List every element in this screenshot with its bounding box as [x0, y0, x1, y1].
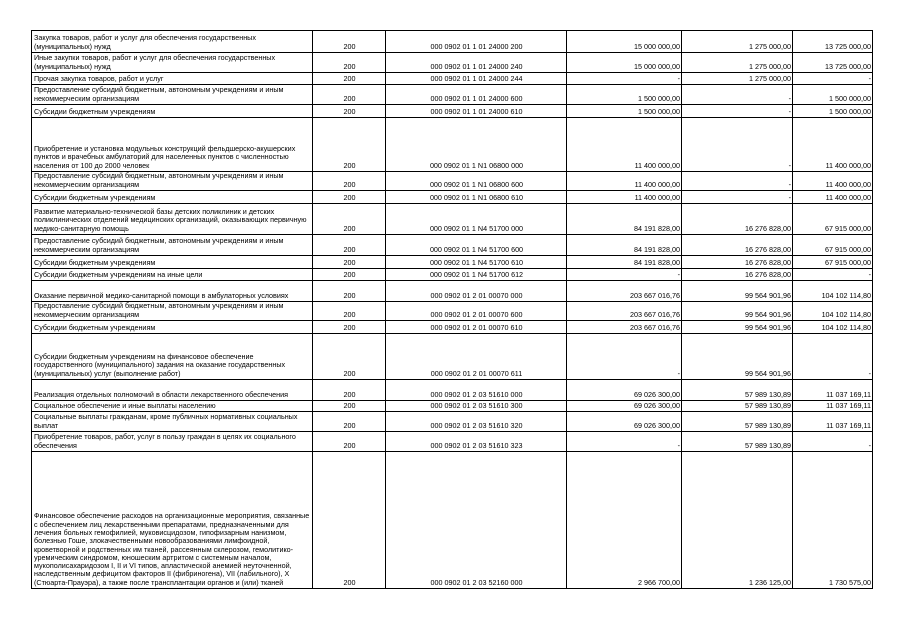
row-name: Предоставление субсидий бюджетным, автономным учреждениям и иным некоммерческим организациям — [32, 302, 313, 321]
table-row — [32, 321, 873, 334]
budget-table — [31, 30, 873, 589]
row-remaining: 11 037 169,11 — [793, 380, 873, 401]
row-executed: 1 275 000,00 — [682, 31, 793, 53]
table-row — [32, 53, 873, 73]
row-remaining: 11 400 000,00 — [793, 191, 873, 204]
table-row — [32, 302, 873, 321]
row-name: Предоставление субсидий бюджетным, автономным учреждениям и иным некоммерческим организациям — [32, 85, 313, 105]
row-code: 200 — [313, 452, 386, 589]
row-remaining: 13 725 000,00 — [793, 53, 873, 73]
row-code: 200 — [313, 105, 386, 118]
row-remaining: 1 500 000,00 — [793, 105, 873, 118]
row-approved: - — [567, 73, 682, 85]
row-code: 200 — [313, 31, 386, 53]
row-code: 200 — [313, 172, 386, 191]
row-remaining: 104 102 114,80 — [793, 281, 873, 302]
row-approved: - — [567, 432, 682, 452]
row-remaining: 104 102 114,80 — [793, 321, 873, 334]
row-kbk: 000 0902 01 2 01 00070 000 — [386, 281, 567, 302]
row-kbk: 000 0902 01 2 01 00070 610 — [386, 321, 567, 334]
row-kbk: 000 0902 01 1 N4 51700 610 — [386, 256, 567, 269]
table-row — [32, 105, 873, 118]
row-executed: 99 564 901,96 — [682, 334, 793, 380]
row-approved: 84 191 828,00 — [567, 204, 682, 235]
row-approved: 203 667 016,76 — [567, 281, 682, 302]
table-row — [32, 334, 873, 380]
row-executed: - — [682, 105, 793, 118]
row-kbk: 000 0902 01 2 03 51610 300 — [386, 401, 567, 412]
row-name: Предоставление субсидий бюджетным, автономным учреждениям и иным некоммерческим организациям — [32, 235, 313, 256]
row-approved: 203 667 016,76 — [567, 321, 682, 334]
row-name: Прочая закупка товаров, работ и услуг — [32, 73, 313, 85]
row-code: 200 — [313, 302, 386, 321]
row-remaining: 1 500 000,00 — [793, 85, 873, 105]
table-row — [32, 412, 873, 432]
row-code: 200 — [313, 401, 386, 412]
row-approved: 69 026 300,00 — [567, 412, 682, 432]
row-code: 200 — [313, 321, 386, 334]
row-name: Приобретение и установка модульных конструкций фельдшерско-акушерских пунктов и врачебных амбулаторий для населенных пунктов с численностью населения от 100 до 2000 человек — [32, 118, 313, 172]
row-approved: 203 667 016,76 — [567, 302, 682, 321]
row-remaining: - — [793, 432, 873, 452]
row-executed: 57 989 130,89 — [682, 432, 793, 452]
row-executed: 99 564 901,96 — [682, 281, 793, 302]
row-remaining: 67 915 000,00 — [793, 204, 873, 235]
row-kbk: 000 0902 01 1 N1 06800 610 — [386, 191, 567, 204]
row-name: Приобретение товаров, работ, услуг в пользу граждан в целях их социального обеспечения — [32, 432, 313, 452]
table-row — [32, 401, 873, 412]
row-approved: - — [567, 269, 682, 281]
row-approved: 84 191 828,00 — [567, 235, 682, 256]
row-executed: 1 236 125,00 — [682, 452, 793, 589]
row-kbk: 000 0902 01 1 N4 51700 600 — [386, 235, 567, 256]
row-approved: 11 400 000,00 — [567, 172, 682, 191]
row-remaining: 11 400 000,00 — [793, 118, 873, 172]
table-row — [32, 380, 873, 401]
table-row — [32, 452, 873, 589]
row-approved: 2 966 700,00 — [567, 452, 682, 589]
row-approved: 69 026 300,00 — [567, 401, 682, 412]
row-executed: 16 276 828,00 — [682, 204, 793, 235]
table-row — [32, 191, 873, 204]
table-row — [32, 432, 873, 452]
row-code: 200 — [313, 412, 386, 432]
table-row — [32, 281, 873, 302]
row-name: Субсидии бюджетным учреждениям — [32, 191, 313, 204]
row-executed: 1 275 000,00 — [682, 73, 793, 85]
table-row — [32, 85, 873, 105]
row-remaining: 67 915 000,00 — [793, 235, 873, 256]
row-kbk: 000 0902 01 2 01 00070 600 — [386, 302, 567, 321]
row-name: Субсидии бюджетным учреждениям — [32, 105, 313, 118]
row-code: 200 — [313, 118, 386, 172]
row-executed: 57 989 130,89 — [682, 380, 793, 401]
row-remaining: 11 037 169,11 — [793, 412, 873, 432]
row-code: 200 — [313, 380, 386, 401]
table-row — [32, 31, 873, 53]
row-code: 200 — [313, 85, 386, 105]
row-executed: - — [682, 172, 793, 191]
row-approved: - — [567, 334, 682, 380]
row-executed: 16 276 828,00 — [682, 256, 793, 269]
row-kbk: 000 0902 01 1 N4 51700 000 — [386, 204, 567, 235]
row-name: Реализация отдельных полномочий в области лекарственного обеспечения — [32, 380, 313, 401]
row-remaining: 11 037 169,11 — [793, 401, 873, 412]
row-approved: 1 500 000,00 — [567, 105, 682, 118]
row-remaining: 1 730 575,00 — [793, 452, 873, 589]
row-remaining: 13 725 000,00 — [793, 31, 873, 53]
row-approved: 69 026 300,00 — [567, 380, 682, 401]
row-name: Субсидии бюджетным учреждениям на финансовое обеспечение государственного (муниципального) задания на оказание государственных (муниципальных) услуг (выполнение работ) — [32, 334, 313, 380]
row-approved: 11 400 000,00 — [567, 118, 682, 172]
row-kbk: 000 0902 01 2 03 52160 000 — [386, 452, 567, 589]
row-executed: 99 564 901,96 — [682, 302, 793, 321]
row-name: Иные закупки товаров, работ и услуг для обеспечения государственных (муниципальных) нужд — [32, 53, 313, 73]
row-remaining: - — [793, 269, 873, 281]
row-code: 200 — [313, 432, 386, 452]
row-kbk: 000 0902 01 1 01 24000 244 — [386, 73, 567, 85]
row-name: Финансовое обеспечение расходов на организационные мероприятия, связанные с обеспечением лиц лекарственными препаратами, предназначенными для лечения больных гемофилией, муковисцидозом, гипофизарным нанизмом, болезнью Гоше, злокачественными новообразованиями лимфоидной, кроветворной и родственных им тканей, рассеянным склерозом, гемолитико-уремическим синдромом, юношеским артритом с системным началом, мукополисахаридозом I, II и VI типов, апластической анемией неуточненной, наследственным дефицитом факторов II (фибриногена), VII (лабильного), X (Стюарта-Прауэра), а также после трансплантации органов и (или) тканей — [32, 452, 313, 589]
row-code: 200 — [313, 334, 386, 380]
row-approved: 11 400 000,00 — [567, 191, 682, 204]
row-kbk: 000 0902 01 1 N1 06800 000 — [386, 118, 567, 172]
row-executed: - — [682, 191, 793, 204]
row-name: Субсидии бюджетным учреждениям на иные цели — [32, 269, 313, 281]
row-executed: 57 989 130,89 — [682, 401, 793, 412]
row-kbk: 000 0902 01 1 01 24000 600 — [386, 85, 567, 105]
row-name: Социальное обеспечение и иные выплаты населению — [32, 401, 313, 412]
row-kbk: 000 0902 01 2 03 51610 323 — [386, 432, 567, 452]
budget-table-body — [32, 31, 873, 589]
row-kbk: 000 0902 01 1 01 24000 200 — [386, 31, 567, 53]
row-kbk: 000 0902 01 1 N1 06800 600 — [386, 172, 567, 191]
row-kbk: 000 0902 01 1 N4 51700 612 — [386, 269, 567, 281]
row-approved: 15 000 000,00 — [567, 53, 682, 73]
row-name: Субсидии бюджетным учреждениям — [32, 321, 313, 334]
row-remaining: 104 102 114,80 — [793, 302, 873, 321]
row-executed: 1 275 000,00 — [682, 53, 793, 73]
row-code: 200 — [313, 73, 386, 85]
row-code: 200 — [313, 256, 386, 269]
row-executed: 57 989 130,89 — [682, 412, 793, 432]
row-name: Развитие материально-технической базы детских поликлиник и детских поликлинических отделений медицинских организаций, оказывающих первичную медико-санитарную помощь — [32, 204, 313, 235]
row-remaining: - — [793, 334, 873, 380]
row-code: 200 — [313, 281, 386, 302]
row-executed: 16 276 828,00 — [682, 235, 793, 256]
row-executed: 16 276 828,00 — [682, 269, 793, 281]
table-row — [32, 204, 873, 235]
row-name: Субсидии бюджетным учреждениям — [32, 256, 313, 269]
row-approved: 15 000 000,00 — [567, 31, 682, 53]
table-row — [32, 73, 873, 85]
table-row — [32, 235, 873, 256]
row-kbk: 000 0902 01 2 03 51610 320 — [386, 412, 567, 432]
row-approved: 1 500 000,00 — [567, 85, 682, 105]
row-name: Закупка товаров, работ и услуг для обеспечения государственных (муниципальных) нужд — [32, 31, 313, 53]
row-kbk: 000 0902 01 1 01 24000 610 — [386, 105, 567, 118]
row-remaining: 67 915 000,00 — [793, 256, 873, 269]
table-row — [32, 118, 873, 172]
row-executed: - — [682, 85, 793, 105]
row-remaining: - — [793, 73, 873, 85]
row-approved: 84 191 828,00 — [567, 256, 682, 269]
row-code: 200 — [313, 269, 386, 281]
row-code: 200 — [313, 191, 386, 204]
table-row — [32, 269, 873, 281]
row-code: 200 — [313, 204, 386, 235]
table-row — [32, 172, 873, 191]
row-kbk: 000 0902 01 2 01 00070 611 — [386, 334, 567, 380]
row-name: Предоставление субсидий бюджетным, автономным учреждениям и иным некоммерческим организациям — [32, 172, 313, 191]
table-row — [32, 256, 873, 269]
row-kbk: 000 0902 01 1 01 24000 240 — [386, 53, 567, 73]
row-name: Оказание первичной медико-санитарной помощи в амбулаторных условиях — [32, 281, 313, 302]
row-remaining: 11 400 000,00 — [793, 172, 873, 191]
row-executed: - — [682, 118, 793, 172]
row-executed: 99 564 901,96 — [682, 321, 793, 334]
row-code: 200 — [313, 235, 386, 256]
row-kbk: 000 0902 01 2 03 51610 000 — [386, 380, 567, 401]
row-name: Социальные выплаты гражданам, кроме публичных нормативных социальных выплат — [32, 412, 313, 432]
row-code: 200 — [313, 53, 386, 73]
